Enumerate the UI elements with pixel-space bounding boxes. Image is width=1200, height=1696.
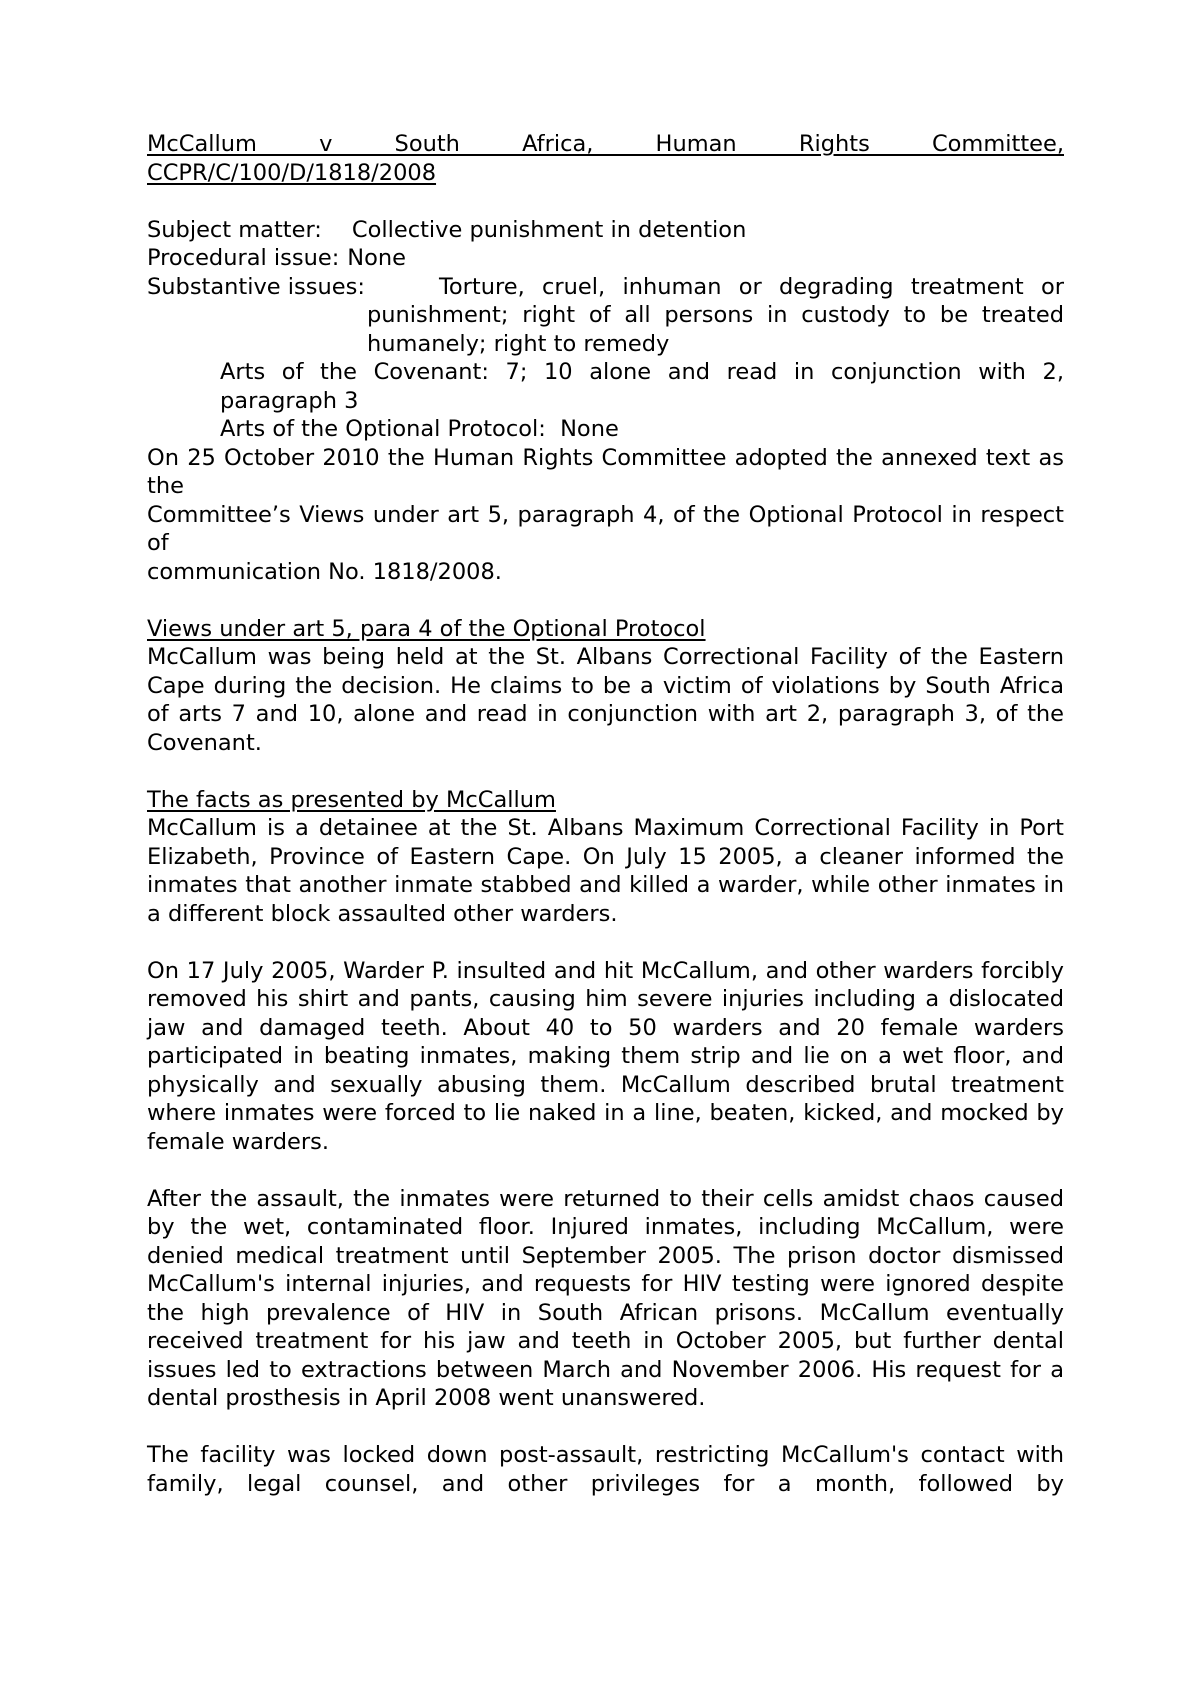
procedural-issue-value: None	[347, 245, 406, 271]
procedural-issue-row	[147, 244, 1064, 273]
subject-matter-label: Subject matter:	[147, 216, 322, 243]
substantive-issues-first-line: Torture, cruel, inhuman or degrading treatment or	[439, 273, 1064, 300]
adoption-line-1: On 25 October 2010 the Human Rights Committee adopted the annexed text as the	[147, 444, 1064, 499]
substantive-issues-row	[147, 273, 1064, 302]
case-reference: CCPR/C/100/D/1818/2008	[147, 159, 437, 186]
section-heading-facts: The facts as presented by McCallum	[147, 786, 556, 813]
adoption-line-2: Committee’s Views under art 5, paragraph 4, of the Optional Protocol in respect of	[147, 501, 1064, 556]
covenant-articles: Arts of the Covenant: 7; 10 alone and read in conjunction with 2, paragraph 3	[220, 359, 1064, 414]
substantive-issues-continued: punishment; right of all persons in custody to be treated humanely; right to remedy	[367, 302, 1064, 357]
subject-matter-value: Collective punishment in detention	[351, 216, 747, 243]
section-heading-views: Views under art 5, para 4 of the Optional Protocol	[147, 615, 706, 642]
facts-paragraph-2: On 17 July 2005, Warder P. insulted and hit McCallum, and other warders forcibly removed his shirt and pants, causing him severe injuries including a dislocated jaw and damaged teeth. About 40 to 50 warders and 20 female warders participated in beating inmates, making them strip and lie on a wet floor, and physically and sexually abusing them. McCallum described brutal treatment where inmates were forced to lie naked in a line, beaten, kicked, and mocked by female warders.	[147, 957, 1064, 1155]
case-title: McCallum v South Africa, Human Rights Committee,	[147, 131, 1064, 157]
procedural-issue-label: Procedural issue:	[147, 245, 340, 271]
facts-paragraph-4: The facility was locked down post-assault, restricting McCallum's contact with family, legal counsel, and other privileges for a month, followed by	[147, 1442, 1064, 1497]
subject-matter-row	[147, 216, 1064, 245]
substantive-issues-label: Substantive issues:	[147, 273, 365, 300]
adoption-line-3: communication No. 1818/2008.	[147, 558, 502, 585]
facts-paragraph-3: After the assault, the inmates were returned to their cells amidst chaos caused by the wet, contaminated floor. Injured inmates, including McCallum, were denied medical treatment until September 2005. The prison doctor dismissed McCallum's internal injuries, and requests for HIV testing were ignored despite the high prevalence of HIV in South African prisons. McCallum eventually received treatment for his jaw and teeth in October 2005, but further dental issues led to extractions between March and November 2006. His request for a dental prosthesis in April 2008 went unanswered.	[147, 1185, 1064, 1411]
views-paragraph: McCallum was being held at the St. Albans Correctional Facility of the Eastern Cape during the decision. He claims to be a victim of violations by South Africa of arts 7 and 10, alone and read in conjunction with art 2, paragraph 3, of the Covenant.	[147, 644, 1064, 756]
facts-paragraph-1: McCallum is a detainee at the St. Albans Maximum Correctional Facility in Port Elizabeth, Province of Eastern Cape. On July 15 2005, a cleaner informed the inmates that another inmate stabbed and killed a warder, while other inmates in a different block assaulted other warders.	[147, 815, 1064, 927]
optional-protocol-articles: Arts of the Optional Protocol: None	[220, 416, 619, 442]
